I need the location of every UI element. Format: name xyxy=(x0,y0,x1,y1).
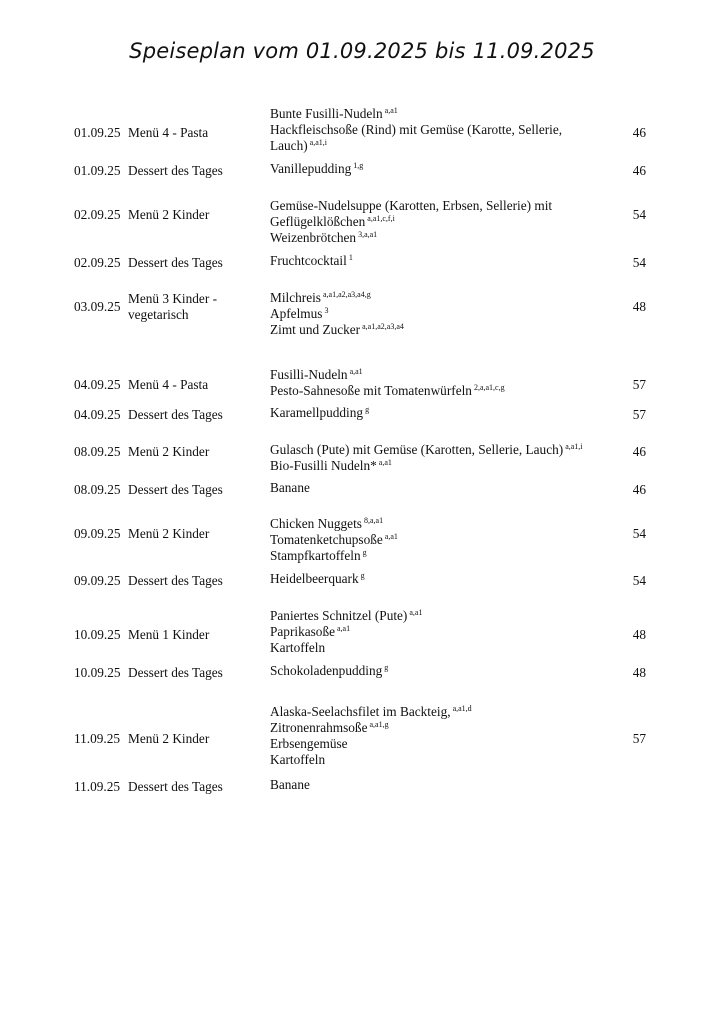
allergen-codes: g xyxy=(360,571,365,580)
dish-item xyxy=(270,138,625,154)
dish-item xyxy=(270,480,625,496)
dish-item xyxy=(270,516,625,532)
row-dishes xyxy=(270,253,625,269)
row-dishes xyxy=(270,161,625,177)
row-code: 46 xyxy=(632,444,646,459)
allergen-codes: a,a1 xyxy=(384,106,398,115)
row-date: 10.09.25 xyxy=(74,627,121,642)
allergen-codes: a,a1 xyxy=(378,458,392,467)
dish-name: Erbsengemüse xyxy=(270,736,348,751)
row-menu-name: Menü 1 Kinder xyxy=(128,627,210,642)
dish-name: Kartoffeln xyxy=(270,640,326,655)
row-dishes xyxy=(270,290,625,338)
allergen-codes: a,a1,a2,a3,a4 xyxy=(362,322,404,331)
dish-name: Geflügelklößchen xyxy=(270,214,366,229)
row-date: 01.09.25 xyxy=(74,163,121,178)
row-dishes xyxy=(270,442,625,474)
dish-item xyxy=(270,383,625,399)
row-dishes xyxy=(270,367,625,399)
row-date: 01.09.25 xyxy=(74,125,121,140)
row-date: 02.09.25 xyxy=(74,255,121,270)
dish-item xyxy=(270,122,625,138)
dish-item xyxy=(270,548,625,564)
dish-name: Tomatenketchupsoße xyxy=(270,532,383,547)
dish-item xyxy=(270,106,625,122)
row-code: 48 xyxy=(632,665,646,680)
allergen-codes: 3 xyxy=(324,306,329,315)
row-code: 46 xyxy=(632,125,646,140)
dish-name: Kartoffeln xyxy=(270,752,326,767)
dish-item xyxy=(270,322,625,338)
dish-item xyxy=(270,198,625,214)
row-menu-name: Menü 2 Kinder xyxy=(128,731,210,746)
dish-name: Milchreis xyxy=(270,290,321,305)
row-dishes xyxy=(270,608,625,656)
row-date: 11.09.25 xyxy=(74,731,121,746)
allergen-codes: g xyxy=(365,405,370,414)
row-menu-name: Menü 4 - Pasta xyxy=(128,125,209,140)
row-dishes xyxy=(270,516,625,564)
dish-name: Karamellpudding xyxy=(270,405,364,420)
allergen-codes: 1 xyxy=(348,253,353,262)
row-code: 54 xyxy=(632,207,646,222)
dish-item xyxy=(270,405,625,421)
dish-item xyxy=(270,367,625,383)
row-date: 10.09.25 xyxy=(74,665,121,680)
row-code: 54 xyxy=(632,255,646,270)
allergen-codes: g xyxy=(362,548,367,557)
row-date: 09.09.25 xyxy=(74,573,121,588)
allergen-codes: a,a1 xyxy=(349,367,363,376)
dish-item xyxy=(270,640,625,656)
dish-item xyxy=(270,777,625,793)
row-menu-name: Dessert des Tages xyxy=(128,665,223,680)
row-code: 54 xyxy=(632,526,646,541)
dish-name: Paprikasoße xyxy=(270,624,335,639)
dish-name: Vanillepudding xyxy=(270,161,352,176)
row-date: 08.09.25 xyxy=(74,444,121,459)
dish-name: Gemüse-Nudelsuppe (Karotten, Erbsen, Sellerie) mit xyxy=(270,198,553,213)
dish-item xyxy=(270,306,625,322)
row-menu-name: Dessert des Tages xyxy=(128,573,223,588)
allergen-codes: a,a1,g xyxy=(369,720,389,729)
dish-name: Banane xyxy=(270,777,310,792)
dish-name: Bunte Fusilli-Nudeln xyxy=(270,106,383,121)
row-menu-name: Dessert des Tages xyxy=(128,482,223,497)
allergen-codes: 3,a,a1 xyxy=(358,230,378,239)
row-date: 04.09.25 xyxy=(74,407,121,422)
allergen-codes: a,a1,c,f,i xyxy=(367,214,395,223)
dish-item xyxy=(270,720,625,736)
row-date: 08.09.25 xyxy=(74,482,121,497)
row-code: 46 xyxy=(632,482,646,497)
dish-item xyxy=(270,571,625,587)
dish-name: Weizenbrötchen xyxy=(270,230,357,245)
dish-name: Fusilli-Nudeln xyxy=(270,367,348,382)
row-menu-name: Menü 4 - Pasta xyxy=(128,377,209,392)
row-menu-name: Menü 2 Kinder xyxy=(128,526,210,541)
dish-item xyxy=(270,290,625,306)
row-code: 48 xyxy=(632,627,646,642)
dish-item xyxy=(270,161,625,177)
dish-name: Fruchtcocktail xyxy=(270,253,347,268)
row-dishes xyxy=(270,198,625,246)
dish-name: Apfelmus xyxy=(270,306,323,321)
row-code: 46 xyxy=(632,163,646,178)
dish-name: Alaska-Seelachsfilet im Backteig, xyxy=(270,704,451,719)
page-title: Speiseplan vom 01.09.2025 bis 11.09.2025 xyxy=(129,39,595,63)
dish-item xyxy=(270,214,625,230)
allergen-codes: 1,g xyxy=(353,161,364,170)
dish-name: Banane xyxy=(270,480,310,495)
row-date: 04.09.25 xyxy=(74,377,121,392)
dish-name: Schokoladenpudding xyxy=(270,663,383,678)
row-date: 09.09.25 xyxy=(74,526,121,541)
row-dishes xyxy=(270,663,625,679)
allergen-codes: a,a1,i xyxy=(309,138,327,147)
dish-item xyxy=(270,608,625,624)
row-menu-name: Dessert des Tages xyxy=(128,407,223,422)
dish-item xyxy=(270,736,625,752)
dish-name: Bio-Fusilli Nudeln* xyxy=(270,458,377,473)
row-dishes xyxy=(270,106,625,154)
row-date: 11.09.25 xyxy=(74,779,121,794)
dish-name: Chicken Nuggets xyxy=(270,516,362,531)
row-menu-name: Menü 2 Kinder xyxy=(128,207,210,222)
row-menu-name: Dessert des Tages xyxy=(128,255,223,270)
dish-name: Zimt und Zucker xyxy=(270,322,361,337)
dish-item xyxy=(270,442,625,458)
dish-item xyxy=(270,704,625,720)
row-dishes xyxy=(270,480,625,496)
row-date: 02.09.25 xyxy=(74,207,121,222)
row-dishes xyxy=(270,571,625,587)
dish-name: Heidelbeerquark xyxy=(270,571,359,586)
row-code: 57 xyxy=(632,731,646,746)
dish-item xyxy=(270,624,625,640)
dish-item xyxy=(270,532,625,548)
dish-item xyxy=(270,253,625,269)
row-menu-name: Menü 3 Kinder - vegetarisch xyxy=(128,291,217,322)
dish-name: Gulasch (Pute) mit Gemüse (Karotten, Sellerie, Lauch) xyxy=(270,442,564,457)
dish-item xyxy=(270,663,625,679)
row-code: 57 xyxy=(632,377,646,392)
dish-name: Zitronenrahmsoße xyxy=(270,720,368,735)
row-code: 54 xyxy=(632,573,646,588)
allergen-codes: a,a1 xyxy=(384,532,398,541)
dish-item xyxy=(270,458,625,474)
dish-item xyxy=(270,230,625,246)
dish-name: Paniertes Schnitzel (Pute) xyxy=(270,608,408,623)
allergen-codes: 2,a,a1,c,g xyxy=(473,383,505,392)
row-menu-name: Menü 2 Kinder xyxy=(128,444,210,459)
allergen-codes: a,a1 xyxy=(337,624,351,633)
dish-item xyxy=(270,752,625,768)
row-menu-name: Dessert des Tages xyxy=(128,163,223,178)
row-code: 57 xyxy=(632,407,646,422)
dish-name: Stampfkartoffeln xyxy=(270,548,361,563)
allergen-codes: a,a1 xyxy=(409,608,423,617)
row-code: 48 xyxy=(632,299,646,314)
row-date: 03.09.25 xyxy=(74,299,121,314)
dish-name: Pesto-Sahnesoße mit Tomatenwürfeln xyxy=(270,383,472,398)
row-dishes xyxy=(270,704,625,768)
row-menu-name: Dessert des Tages xyxy=(128,779,223,794)
allergen-codes: a,a1,i xyxy=(565,442,583,451)
dish-name: Lauch) xyxy=(270,138,308,153)
row-dishes xyxy=(270,777,625,793)
allergen-codes: a,a1,a2,a3,a4,g xyxy=(322,290,371,299)
dish-name: Hackfleischsoße (Rind) mit Gemüse (Karotte, Sellerie, xyxy=(270,122,563,137)
allergen-codes: g xyxy=(384,663,389,672)
allergen-codes: 8,a,a1 xyxy=(363,516,384,525)
row-dishes xyxy=(270,405,625,421)
allergen-codes: a,a1,d xyxy=(452,704,472,713)
